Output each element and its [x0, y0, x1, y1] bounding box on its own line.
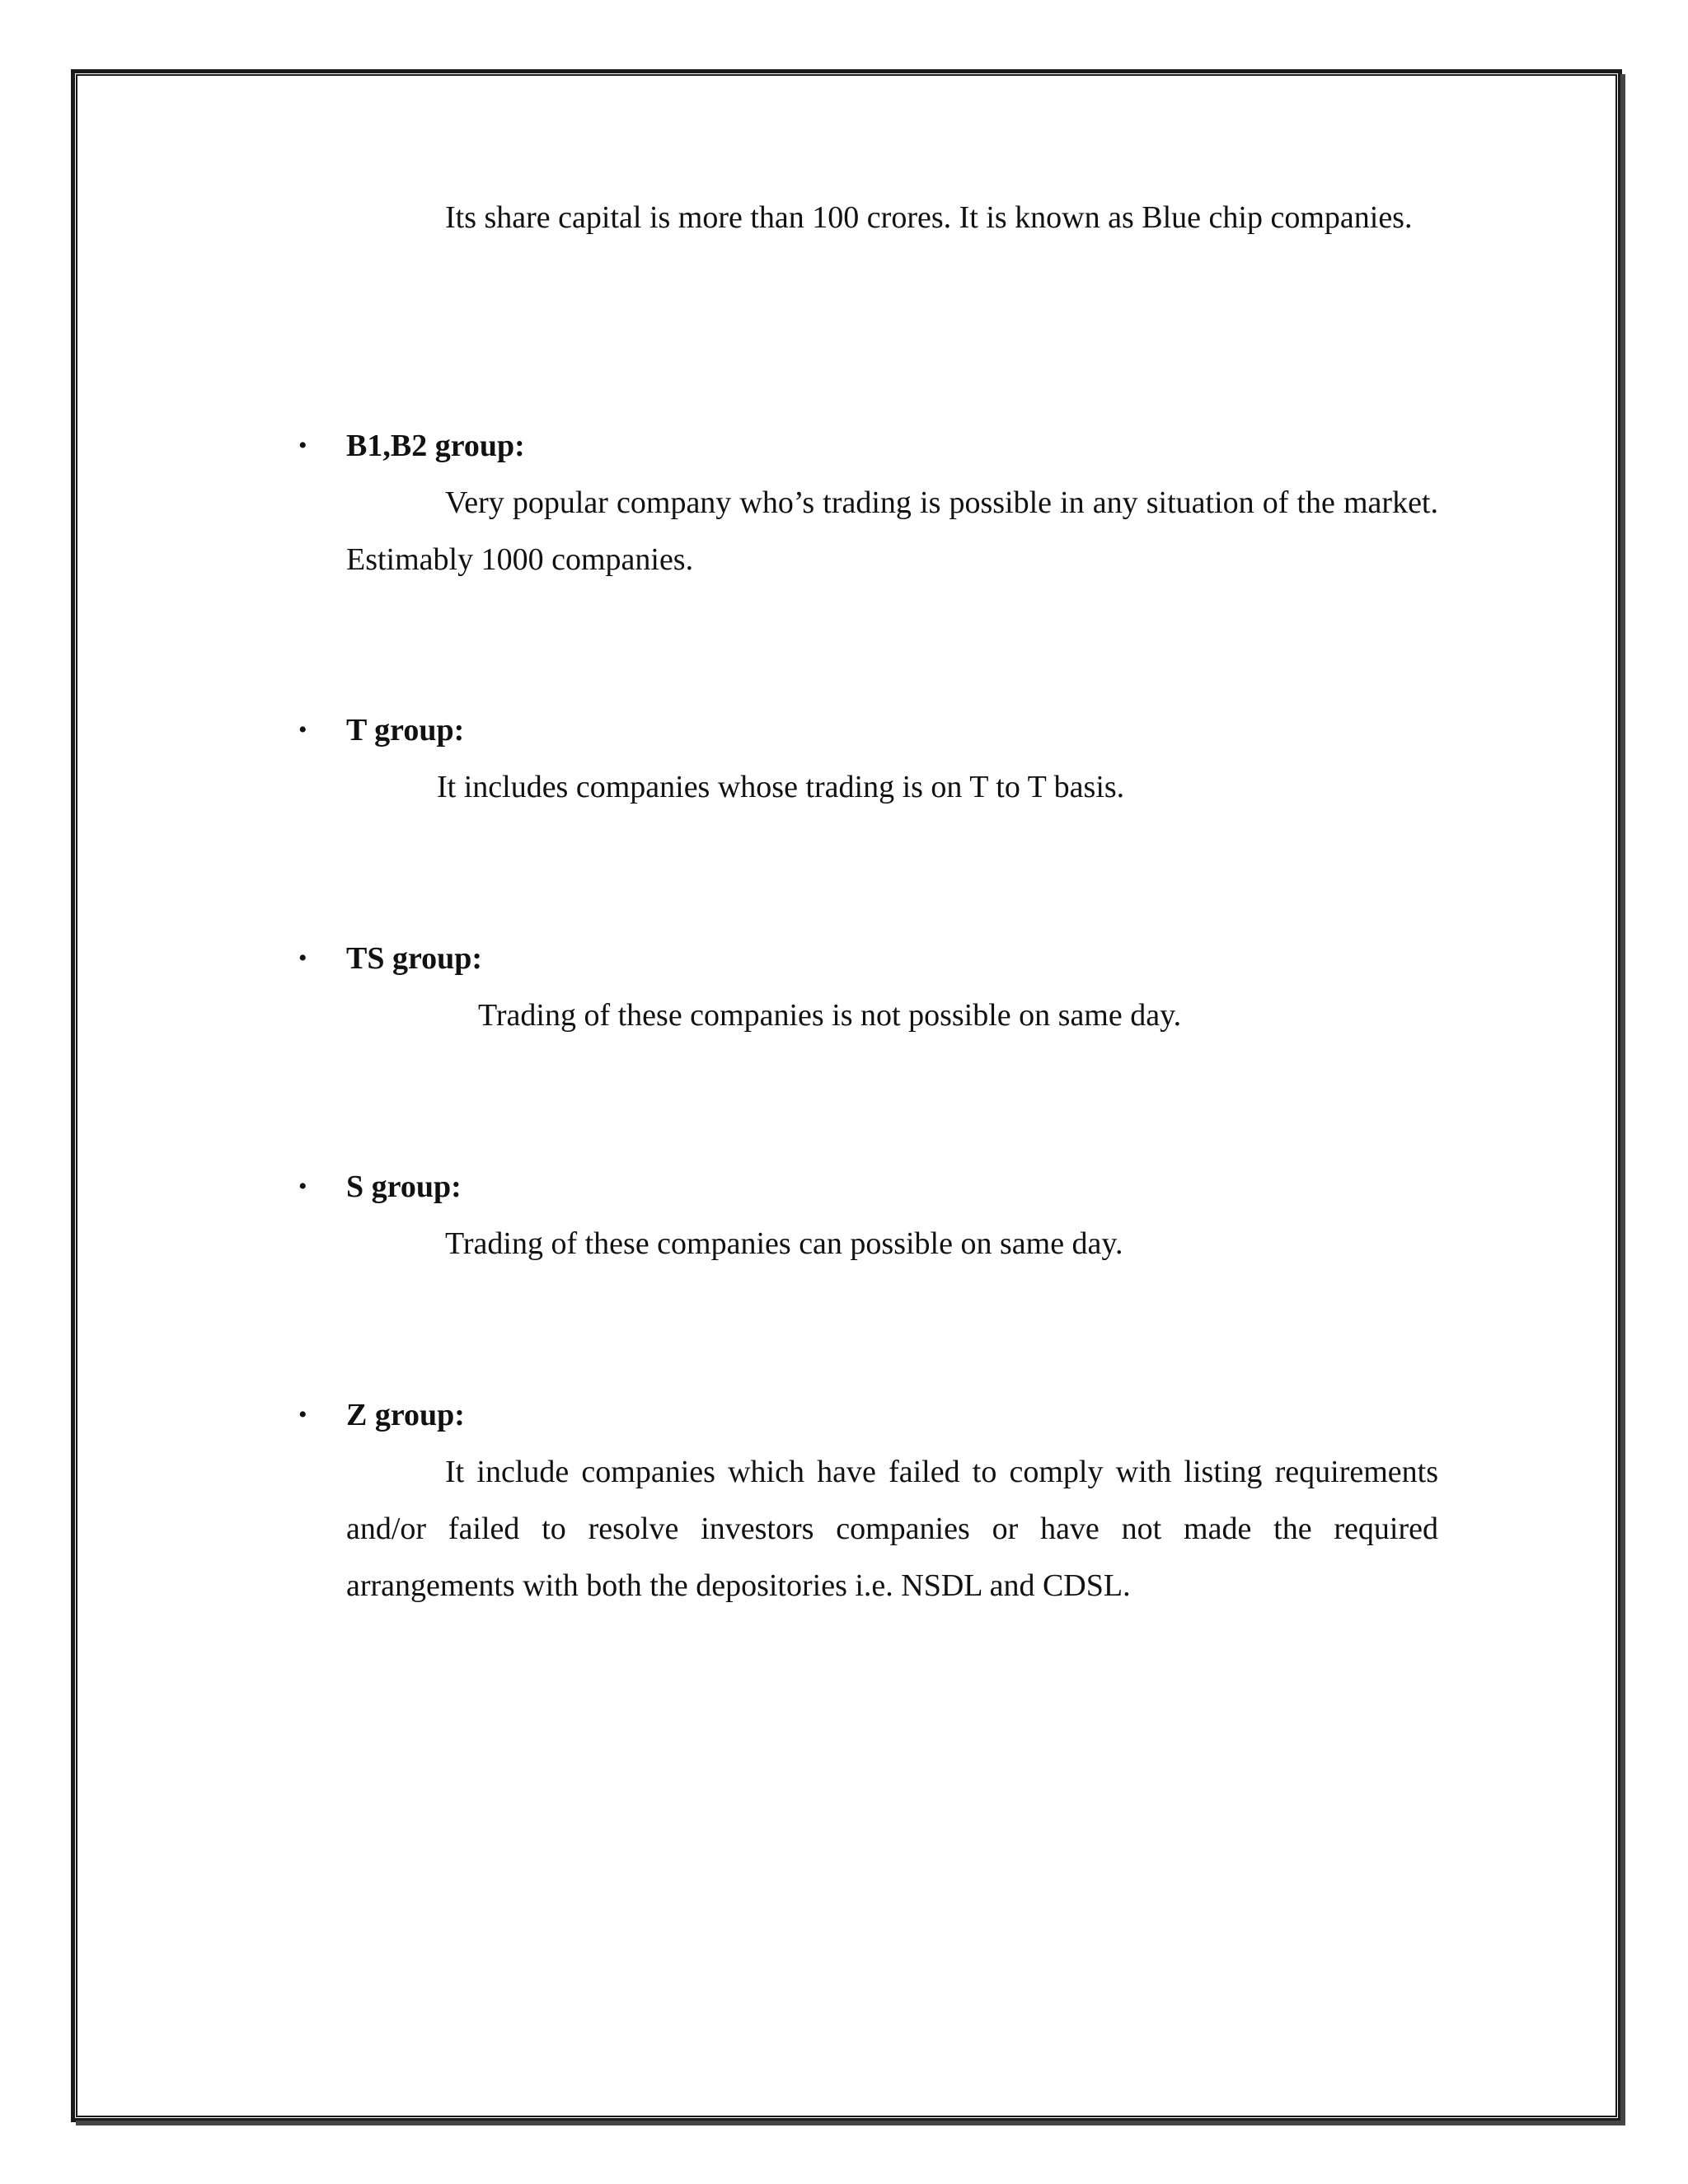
section-title: S group:	[346, 1169, 462, 1204]
intro-text: Its share capital is more than 100 crores. It is known as Blue chip companies.	[445, 200, 1413, 235]
section-text-ts	[346, 987, 1438, 1044]
bullet-icon: •	[298, 432, 307, 459]
section-heading-t	[297, 710, 464, 751]
section-body: Very popular company who’s trading is possible in any situation of the market. Estimably 1000 companies.	[346, 485, 1438, 577]
bullet-icon: •	[298, 1173, 307, 1200]
section-body: Trading of these companies can possible on same day.	[445, 1226, 1123, 1261]
section-title: TS group:	[346, 941, 483, 976]
section-text-b1b2	[346, 475, 1438, 588]
bullet-icon: •	[298, 1401, 307, 1428]
section-heading-ts	[297, 938, 482, 979]
page-border-shadow-bottom	[76, 2121, 1625, 2125]
section-text-z	[346, 1444, 1438, 1615]
section-title: B1,B2 group:	[346, 429, 525, 463]
intro-paragraph	[346, 190, 1438, 246]
section-heading-z	[297, 1394, 465, 1436]
page-border-shadow-right	[1620, 74, 1625, 2125]
section-body: It includes companies whose trading is on T to T basis.	[437, 770, 1125, 804]
section-text-t	[346, 759, 1438, 816]
section-heading-b1b2	[297, 425, 525, 466]
bullet-icon: •	[298, 944, 307, 972]
section-body: Trading of these companies is not possible on same day.	[478, 998, 1182, 1033]
section-body: It include companies which have failed to comply with listing requirements and/or failed to resolve investors companies or have not made the required arrangements with both the depositories i.e. NSDL and CDSL.	[346, 1455, 1438, 1603]
section-title: T group:	[346, 713, 465, 748]
bullet-icon: •	[298, 716, 307, 743]
section-heading-s	[297, 1166, 462, 1207]
section-text-s	[346, 1216, 1438, 1272]
section-title: Z group:	[346, 1398, 465, 1432]
page-border-inner	[76, 74, 1617, 2117]
